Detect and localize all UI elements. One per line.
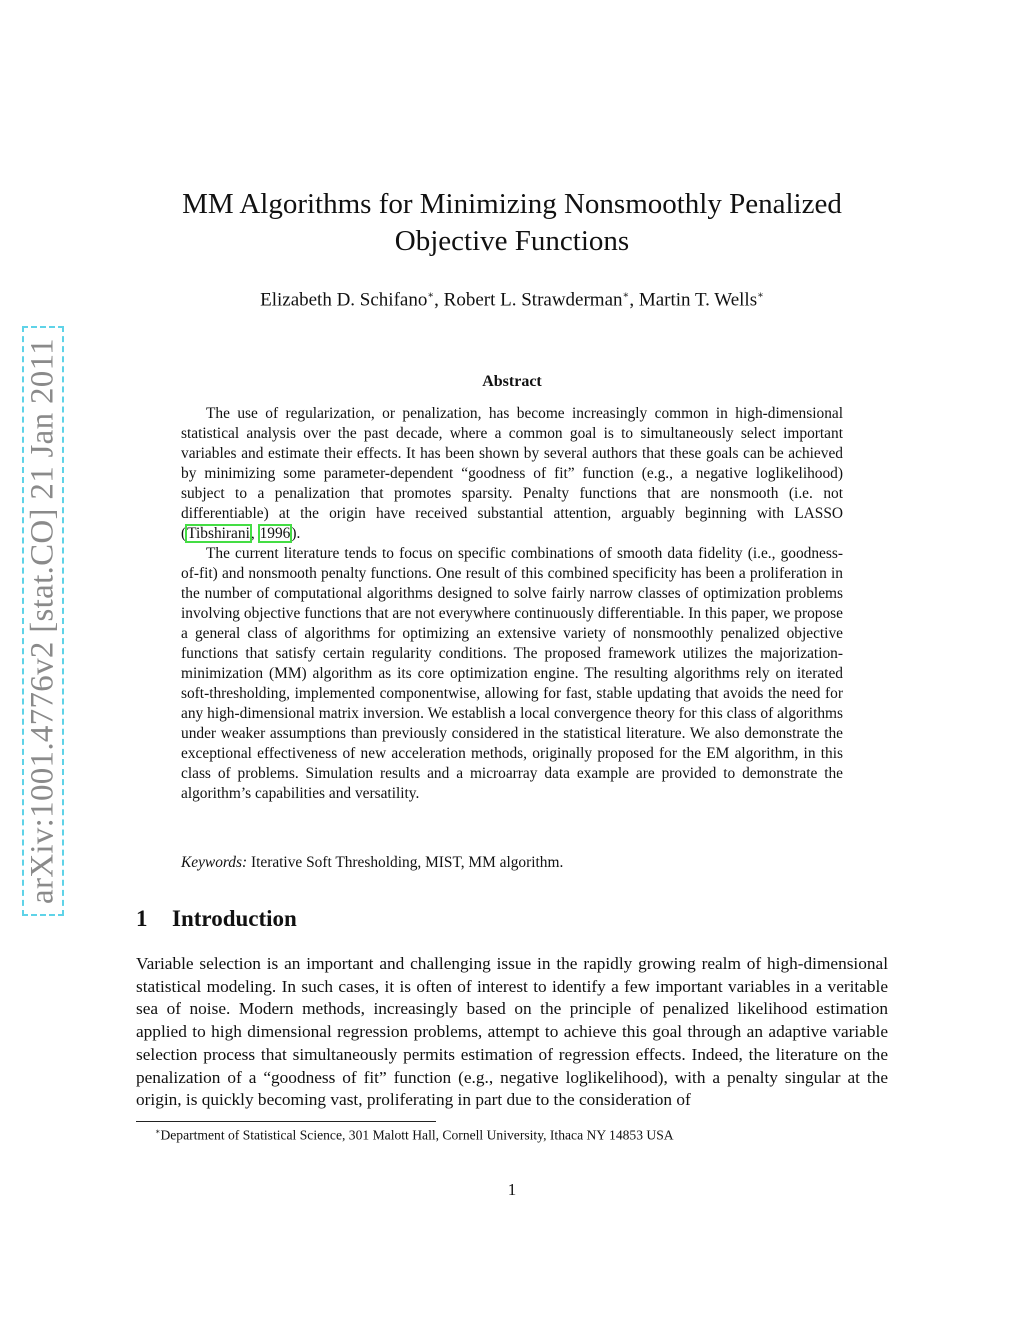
abstract-paragraph <box>181 404 843 544</box>
citation-link-author[interactable]: Tibshirani <box>187 525 250 542</box>
abstract-heading: Abstract <box>482 373 542 390</box>
author-name: Martin T. Wells <box>638 289 758 311</box>
author-list <box>130 284 894 312</box>
keywords-label: Keywords: <box>181 854 248 871</box>
arxiv-identifier: arXiv:1001.4776v2 [stat.CO] 21 Jan 2011 <box>24 338 61 904</box>
keywords <box>181 854 843 872</box>
introduction-paragraph: Variable selection is an important and challenging issue in the rapidly growing realm of high-dimensional statistical modeling. In such cases, it is often of interest to identify a few important variables in a veritable sea of noise. Modern methods, increasingly based on the principle of penalized likelihood estimation applied to high dimensional regression problems, attempt to achieve this goal through an adaptive variable selection process that simultaneously permits estimation of regression effects. Indeed, the literature on the penalization of a “goodness of fit” function (e.g., negative loglikelihood), with a penalty singular at the origin, is quickly becoming vast, proliferating in part due to the consideration of <box>136 954 888 1110</box>
footnote <box>155 1127 674 1144</box>
citation-link-year[interactable]: 1996 <box>259 525 291 542</box>
author-separator: , <box>629 289 639 311</box>
section-number: 1 <box>136 906 148 931</box>
citation-separator: , <box>250 525 259 542</box>
section-heading <box>136 906 297 932</box>
author-name: Elizabeth D. Schifano <box>260 289 428 311</box>
arxiv-sidebar-stamp[interactable] <box>22 326 64 916</box>
abstract-paragraph: The current literature tends to focus on specific combinations of smooth data fidelity (i.e., goodness-of-fit) and nonsmooth penalty functions. One result of this combined specificity has been a proliferation in the number of computational algorithms designed to solve fairly narrow classes of optimization problems involving objective functions that are not everywhere continuously differentiable. In this paper, we propose a general class of algorithms for optimizing an extensive variety of nonsmoothly penalized objective functions that satisfy certain regularity conditions. The proposed framework utilizes the majorization-minimization (MM) algorithm as its core optimization engine. The resulting algorithms rely on iterated soft-thresholding, implemented componentwise, allowing for fast, stable updating that avoids the need for any high-dimensional matrix inversion. We establish a local convergence theory for this class of algorithms under weaker assumptions than previously considered in the statistical literature. We also demonstrate the exceptional effectiveness of new acceleration methods, originally proposed for the EM algorithm, in this class of problems. Simulation results and a microarray data example are provided to demonstrate the algorithm’s capabilities and versatility. <box>181 545 843 802</box>
paper-title <box>130 186 894 260</box>
author-name: Robert L. Strawderman <box>443 289 623 311</box>
author-affiliation-mark: ∗ <box>427 290 435 301</box>
keywords-text: Iterative Soft Thresholding, MIST, MM algorithm. <box>247 854 564 871</box>
title-line-1: MM Algorithms for Minimizing Nonsmoothly Penalized <box>182 188 842 220</box>
author-affiliation-mark: ∗ <box>622 290 630 301</box>
page-number: 1 <box>507 1180 517 1199</box>
abstract-text: The use of regularization, or penalization, has become increasingly common in high-dimensional statistical analysis over the past decade, where a common goal is to simultaneously select important variables and estimate their effects. It has been shown by several authors that these goals can be achieved by minimizing some parameter-dependent “goodness of fit” function (e.g., a negative loglikelihood) subject to a penalization that promotes sparsity. Penalty functions that are nonsmooth (i.e. not differentiable) at the origin have received substantial attention, arguably beginning with LASSO ( <box>181 405 843 542</box>
author-affiliation-mark: ∗ <box>757 290 764 301</box>
author-separator: , <box>434 289 444 311</box>
section-title: Introduction <box>172 906 297 931</box>
abstract-text: ). <box>291 525 301 542</box>
footnote-text: Department of Statistical Science, 301 Malott Hall, Cornell University, Ithaca NY 14853 USA <box>160 1127 674 1143</box>
footnote-divider <box>136 1121 436 1122</box>
abstract-body <box>181 404 843 804</box>
footnote-mark: ∗ <box>155 1127 161 1136</box>
title-line-2: Objective Functions <box>394 225 630 257</box>
